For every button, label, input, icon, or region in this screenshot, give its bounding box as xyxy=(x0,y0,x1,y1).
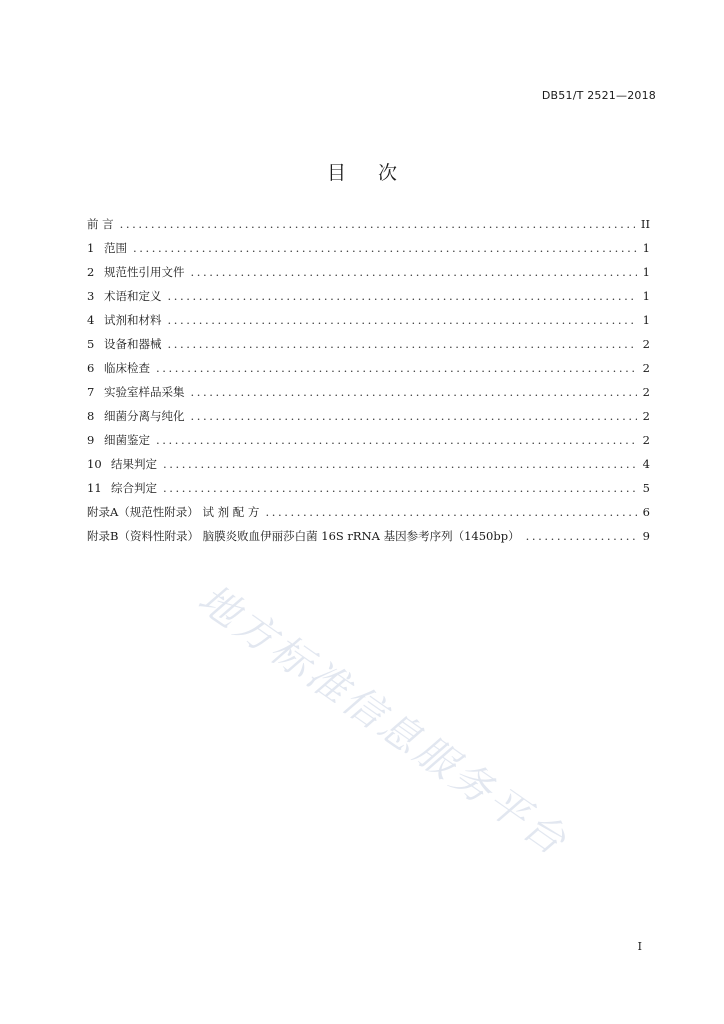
toc-entry-page: 1 xyxy=(642,265,650,279)
toc-entry-7[interactable] xyxy=(87,384,650,408)
toc-entry-number: 1 xyxy=(87,241,95,255)
toc-entry-number: 9 xyxy=(87,433,95,447)
toc-leader-dots xyxy=(191,409,637,423)
toc-entry-page: 2 xyxy=(642,337,650,351)
toc-entry-label: 综合判定 xyxy=(111,481,157,495)
toc-entry-label: 试剂和材料 xyxy=(104,313,162,327)
toc-entry-number: 10 xyxy=(87,457,102,471)
watermark: 地方标准信息服务平台 xyxy=(189,575,577,866)
toc-entry-label: 附录B（资料性附录） 脑膜炎败血伊丽莎白菌 16S rRNA 基因参考序列（1450bp） xyxy=(87,529,520,543)
page-number: I xyxy=(637,940,642,953)
toc-entry-page: 4 xyxy=(642,457,650,471)
toc-leader-dots xyxy=(265,505,636,519)
table-of-contents xyxy=(87,216,650,552)
toc-entry-appendix-a[interactable] xyxy=(87,504,650,528)
toc-entry-page: 9 xyxy=(642,529,650,543)
toc-entry-1[interactable] xyxy=(87,240,650,264)
toc-entry-label: 附录A（规范性附录） 试 剂 配 方 xyxy=(87,505,260,519)
toc-leader-dots xyxy=(163,457,637,471)
toc-entry-9[interactable] xyxy=(87,432,650,456)
toc-entry-label: 前 言 xyxy=(87,217,114,231)
toc-entry-label: 范围 xyxy=(104,241,127,255)
toc-entry-page: 2 xyxy=(642,433,650,447)
toc-entry-label: 结果判定 xyxy=(111,457,157,471)
toc-entry-page: 1 xyxy=(642,241,650,255)
toc-entry-page: 1 xyxy=(642,289,650,303)
toc-entry-page: 5 xyxy=(642,481,650,495)
toc-entry-page: II xyxy=(640,217,650,231)
toc-entry-label: 细菌分离与纯化 xyxy=(104,409,185,423)
toc-entry-label: 规范性引用文件 xyxy=(104,265,185,279)
toc-leader-dots xyxy=(191,265,637,279)
toc-entry-page: 2 xyxy=(642,385,650,399)
toc-entry-page: 6 xyxy=(642,505,650,519)
toc-entry-label: 术语和定义 xyxy=(104,289,162,303)
page-title xyxy=(0,158,724,185)
toc-entry-8[interactable] xyxy=(87,408,650,432)
toc-entry-5[interactable] xyxy=(87,336,650,360)
toc-entry-foreword[interactable] xyxy=(87,216,650,240)
toc-entry-label: 细菌鉴定 xyxy=(104,433,150,447)
toc-entry-4[interactable] xyxy=(87,312,650,336)
toc-leader-dots xyxy=(156,433,637,447)
toc-entry-number: 5 xyxy=(87,337,95,351)
toc-leader-dots xyxy=(168,313,637,327)
toc-entry-10[interactable] xyxy=(87,456,650,480)
toc-entry-label: 临床检查 xyxy=(104,361,150,375)
toc-entry-label: 实验室样品采集 xyxy=(104,385,185,399)
toc-entry-number: 2 xyxy=(87,265,95,279)
toc-entry-number: 7 xyxy=(87,385,95,399)
toc-leader-dots xyxy=(191,385,637,399)
toc-leader-dots xyxy=(168,337,637,351)
title-char-1: 目 xyxy=(326,162,346,184)
toc-leader-dots xyxy=(120,217,635,231)
toc-entry-page: 2 xyxy=(642,409,650,423)
toc-entry-page: 1 xyxy=(642,313,650,327)
document-code: DB51/T 2521—2018 xyxy=(541,89,656,102)
toc-entry-2[interactable] xyxy=(87,264,650,288)
toc-entry-number: 3 xyxy=(87,289,95,303)
toc-entry-6[interactable] xyxy=(87,360,650,384)
toc-entry-number: 4 xyxy=(87,313,95,327)
toc-entry-number: 6 xyxy=(87,361,95,375)
toc-entry-3[interactable] xyxy=(87,288,650,312)
toc-entry-appendix-b[interactable] xyxy=(87,528,650,552)
toc-leader-dots xyxy=(526,529,637,543)
toc-leader-dots xyxy=(163,481,637,495)
title-char-2: 次 xyxy=(378,162,398,184)
toc-entry-label: 设备和器械 xyxy=(104,337,162,351)
toc-entry-number: 8 xyxy=(87,409,95,423)
toc-entry-number: 11 xyxy=(87,481,102,495)
toc-entry-page: 2 xyxy=(642,361,650,375)
toc-leader-dots xyxy=(133,241,637,255)
toc-entry-11[interactable] xyxy=(87,480,650,504)
toc-leader-dots xyxy=(168,289,637,303)
toc-leader-dots xyxy=(156,361,637,375)
